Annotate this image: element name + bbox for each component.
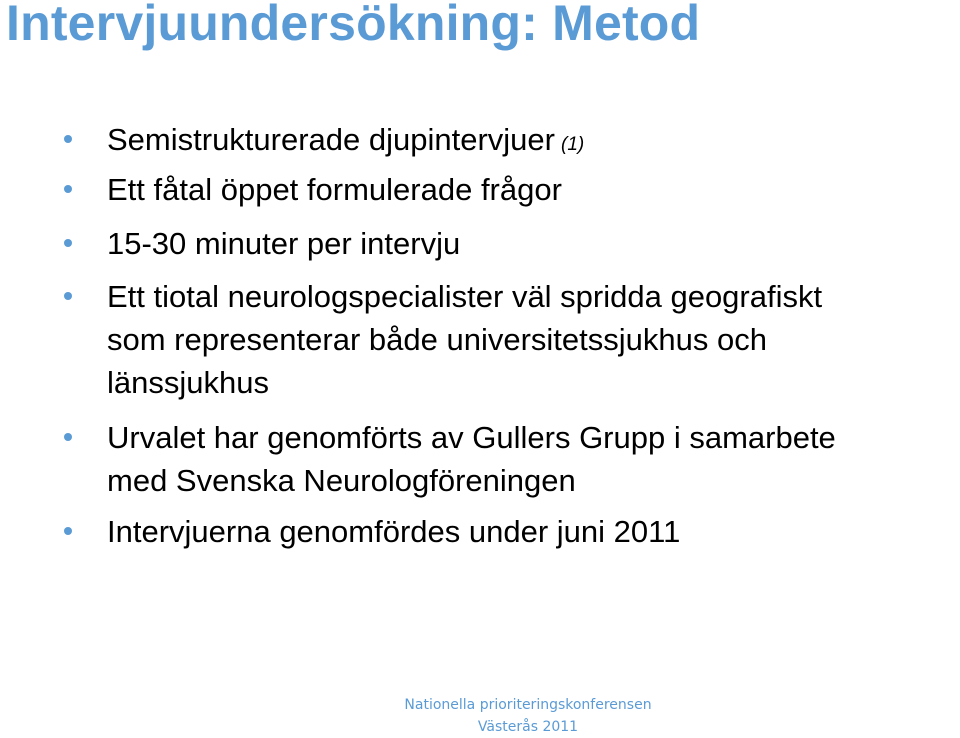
bullet-text-line-1: Urvalet har genomförts av Gullers Grupp i samarbete: [107, 420, 836, 455]
bullet-item-questions: [107, 168, 562, 211]
bullet-item-respondents: [107, 275, 822, 404]
bullet-dot-icon: [64, 185, 72, 193]
footer-location-year: Västerås 2011: [477, 719, 579, 735]
slide-footer: [398, 694, 658, 738]
bullet-item-selection: [107, 416, 836, 502]
bullet-text-line-1: Ett tiotal neurologspecialister väl spridda geografiskt: [107, 279, 823, 314]
bullet-text-line-2: som representerar både universitetssjukhus och: [107, 322, 767, 357]
bullet-dot-icon: [64, 433, 72, 441]
bullet-text: Ett fåtal öppet formulerade frågor: [107, 172, 562, 207]
bullet-dot-icon: [64, 239, 72, 247]
bullet-dot-icon: [64, 527, 72, 535]
slide-title: Intervjuundersökning: Metod: [6, 0, 701, 51]
bullet-text: Semistrukturerade djupintervjuer: [107, 122, 555, 157]
bullet-text-line-3: länssjukhus: [107, 365, 269, 400]
bullet-item-period: [107, 510, 680, 553]
footnote-marker: (1): [561, 134, 585, 155]
footer-conference: Nationella prioriteringskonferensen: [404, 697, 652, 713]
bullet-dot-icon: [64, 292, 72, 300]
bullet-item-duration: [107, 222, 460, 265]
bullet-text: 15-30 minuter per intervju: [107, 226, 461, 261]
bullet-dot-icon: [64, 135, 72, 143]
bullet-text: Intervjuerna genomfördes under juni 2011: [107, 514, 681, 549]
bullet-text-line-2: med Svenska Neurologföreningen: [107, 463, 576, 498]
bullet-item-interview-type: [107, 118, 584, 166]
